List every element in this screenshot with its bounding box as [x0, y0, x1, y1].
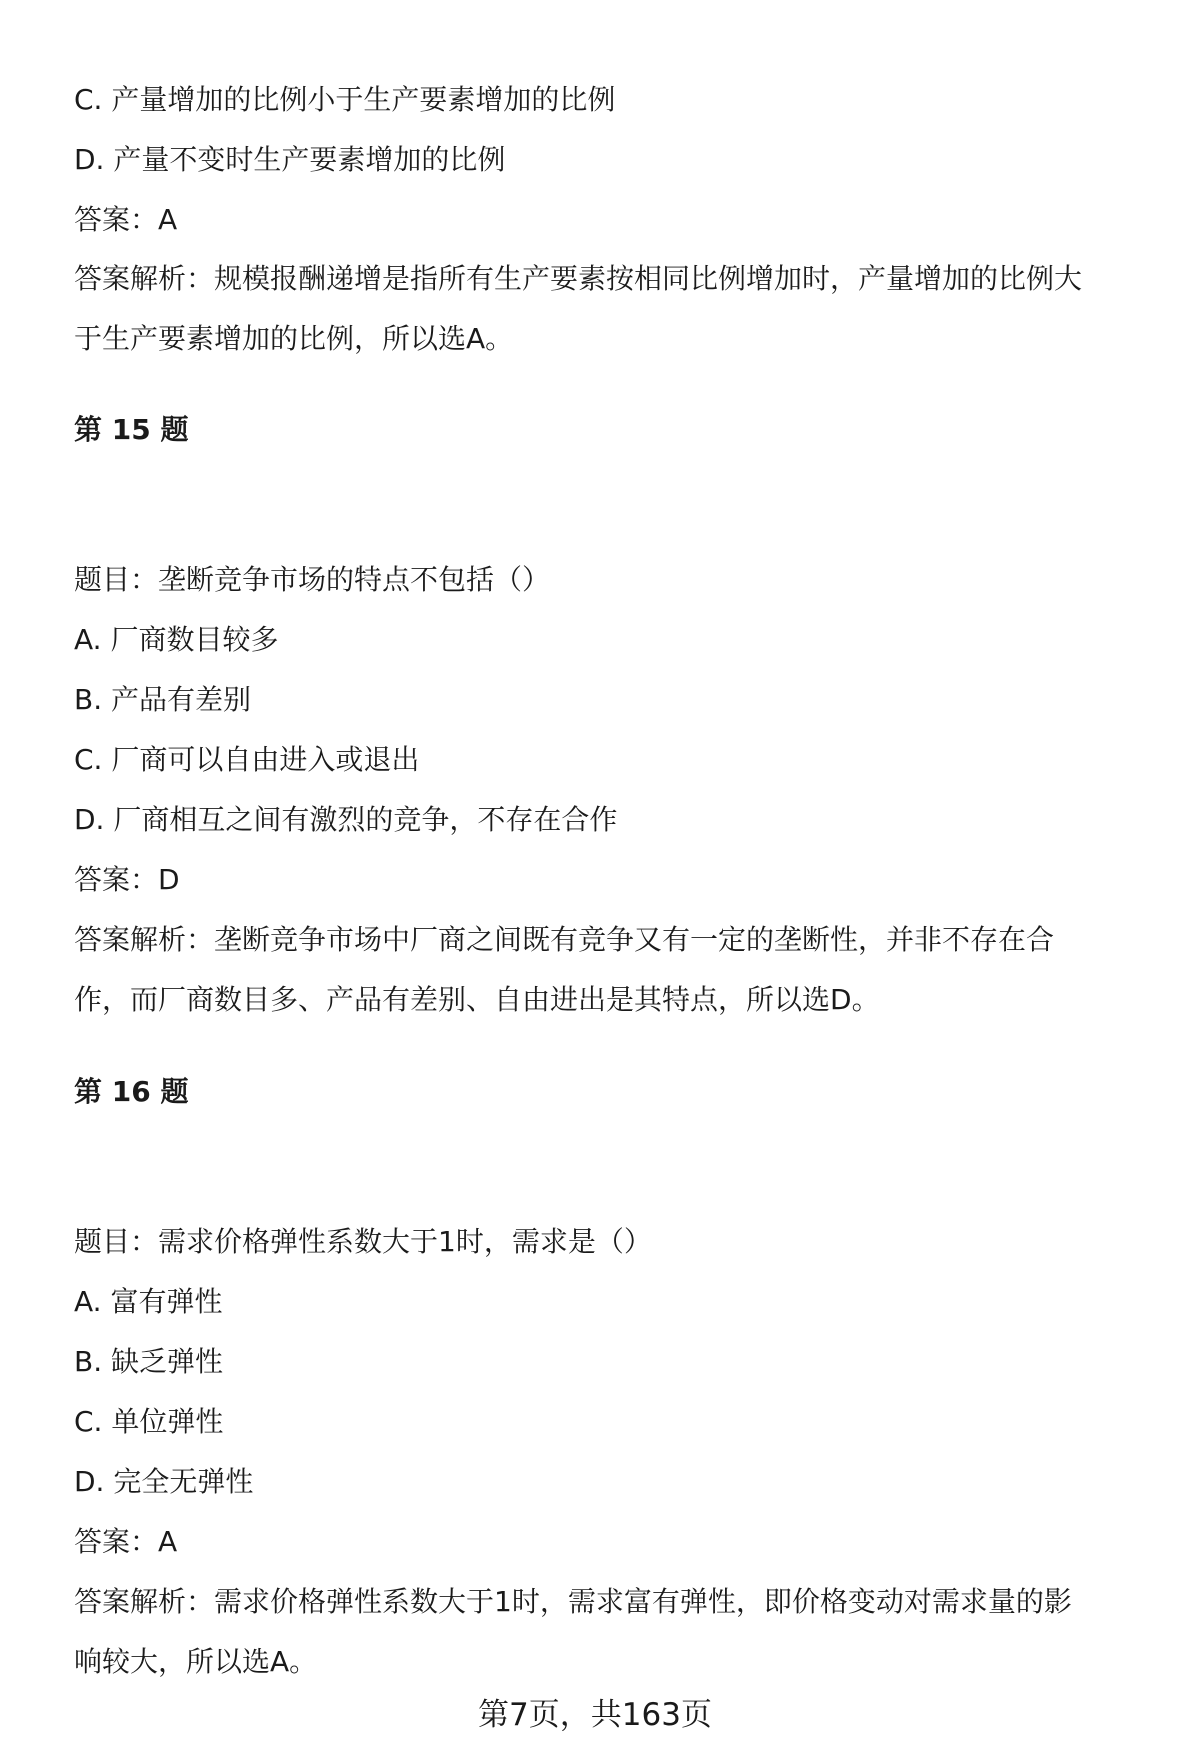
q16-option-d: D. 完全无弹性: [74, 1465, 254, 1498]
q16-analysis-line-2: 响较大，所以选A。: [74, 1645, 318, 1678]
page-number: 第7页，共163页: [478, 1697, 712, 1733]
q15-answer: 答案：D: [74, 863, 180, 896]
q16-answer: 答案：A: [74, 1525, 178, 1558]
q16-option-c: C. 单位弹性: [74, 1405, 224, 1438]
q15-option-d: D. 厂商相互之间有激烈的竞争，不存在合作: [74, 803, 618, 836]
q14-option-d: D. 产量不变时生产要素增加的比例: [74, 143, 506, 176]
q14-answer: 答案：A: [74, 203, 178, 236]
q15-option-a: A. 厂商数目较多: [74, 623, 279, 656]
q16-option-b: B. 缺乏弹性: [74, 1345, 224, 1378]
q15-option-b: B. 产品有差别: [74, 683, 252, 716]
q16-question: 题目：需求价格弹性系数大于1时，需求是（）: [74, 1225, 652, 1258]
q14-option-c: C. 产量增加的比例小于生产要素增加的比例: [74, 83, 616, 116]
q14-analysis-line-1: 答案解析：规模报酬递增是指所有生产要素按相同比例增加时，产量增加的比例大: [74, 262, 1083, 295]
q15-option-c: C. 厂商可以自由进入或退出: [74, 743, 420, 776]
q16-option-a: A. 富有弹性: [74, 1285, 223, 1318]
q15-question: 题目：垄断竞争市场的特点不包括（）: [74, 563, 551, 596]
q16-analysis-line-1: 答案解析：需求价格弹性系数大于1时，需求富有弹性，即价格变动对需求量的影: [74, 1585, 1072, 1618]
q16-heading: 第 16 题: [74, 1075, 189, 1108]
q15-heading: 第 15 题: [74, 413, 189, 446]
q15-analysis-line-1: 答案解析：垄断竞争市场中厂商之间既有竞争又有一定的垄断性，并非不存在合: [74, 923, 1055, 956]
q14-analysis-line-2: 于生产要素增加的比例，所以选A。: [74, 322, 514, 355]
q15-analysis-line-2: 作，而厂商数目多、产品有差别、自由进出是其特点，所以选D。: [74, 983, 880, 1016]
